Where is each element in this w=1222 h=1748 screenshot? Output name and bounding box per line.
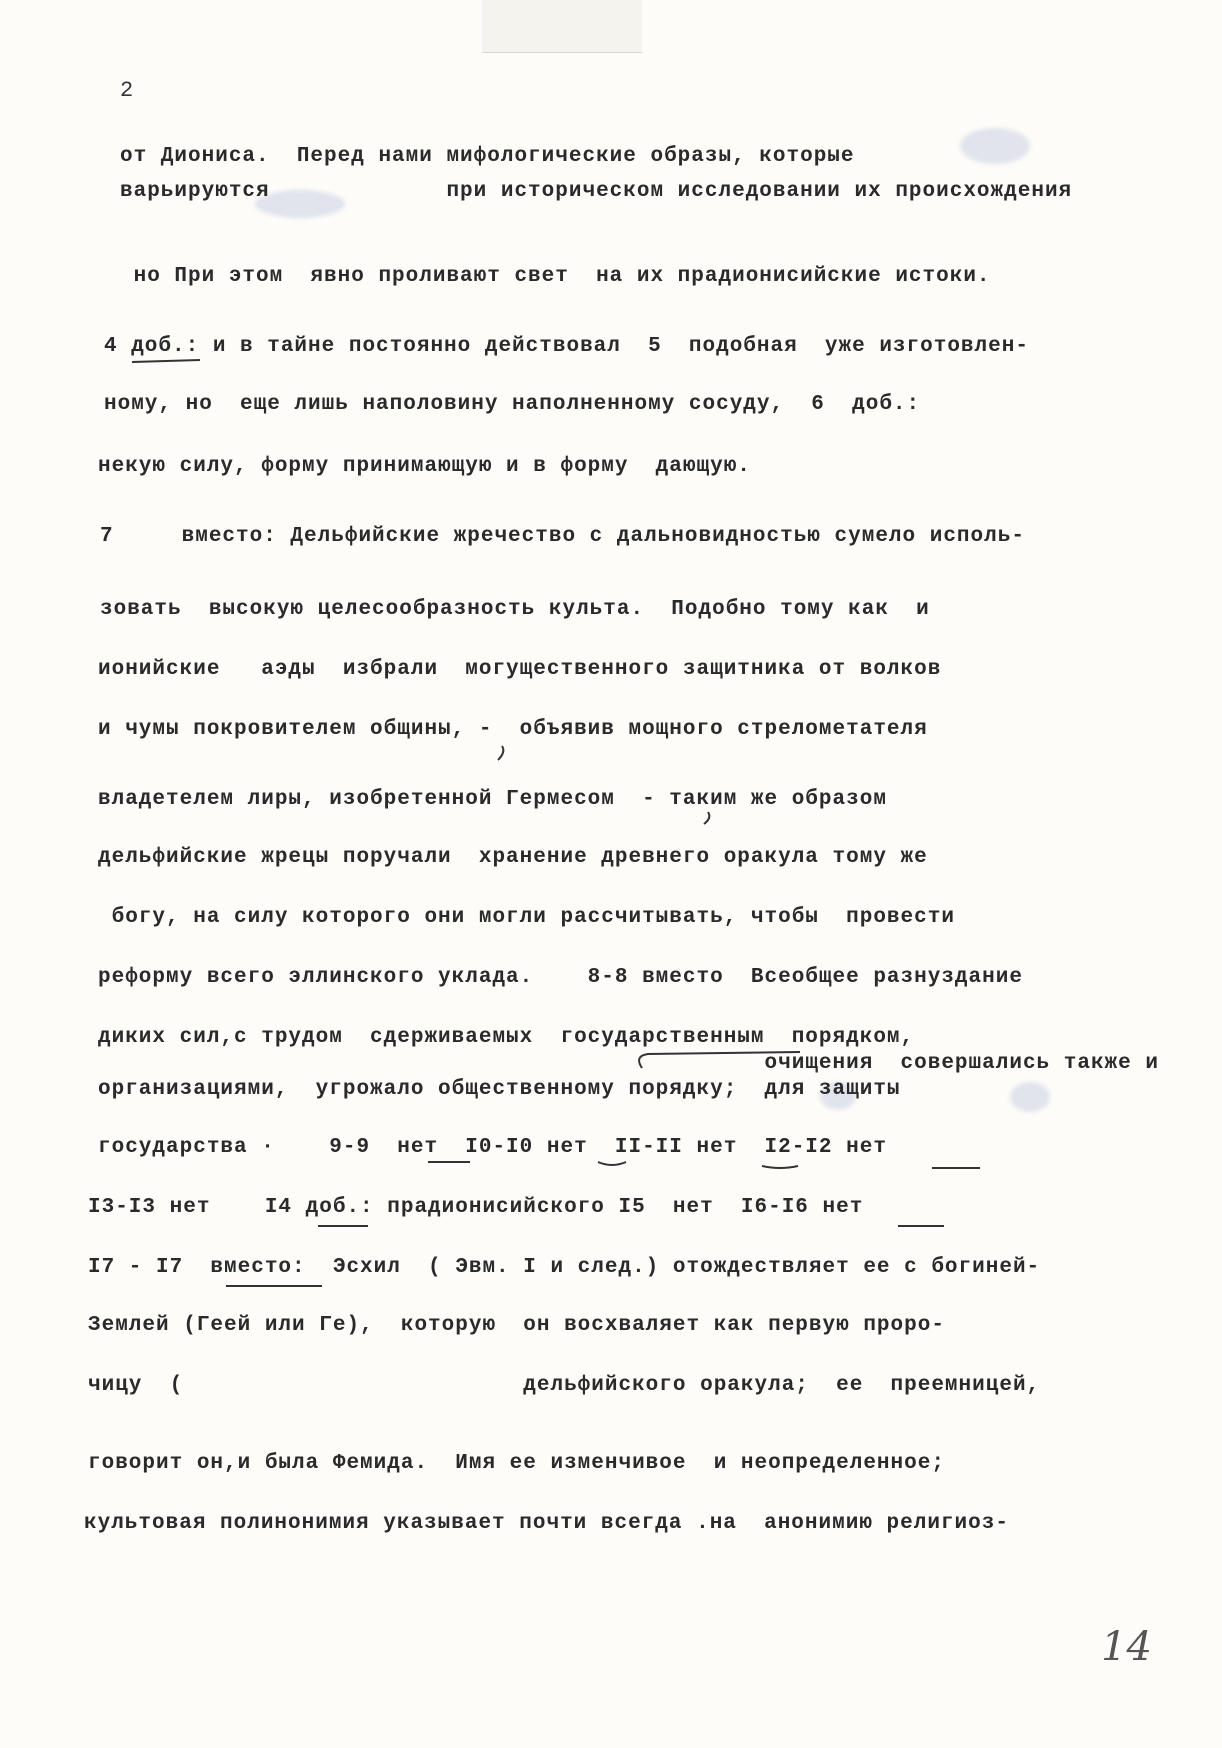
handwritten-page-number: 14 [1101, 1624, 1152, 1670]
text-line: зовать высокую целесообразность культа. Подобно тому как и [100, 598, 930, 621]
text-line: от Диониса. Перед нами мифологические образы, которые [120, 145, 855, 168]
text-line-interlinear: очищения совершались также и [98, 1052, 1159, 1075]
text-line: владетелем лиры, изобретенной Гермесом - таким же образом [98, 788, 887, 811]
text-line: богу, на силу которого они могли рассчитывать, чтобы провести [98, 906, 955, 929]
text-line: ному, но еще лишь наполовину наполненному сосуду, 6 доб.: [104, 393, 921, 416]
text-line: 4 доб.: и в тайне постоянно действовал 5 подобная уже изготовлен- [104, 335, 1029, 358]
text-line: Землей (Геей или Ге), которую он восхваляет как первую проро- [88, 1314, 945, 1337]
text-line: реформу всего эллинского уклада. 8-8 вместо Всеобщее разнуздание [98, 966, 1023, 989]
text-line: организациями, угрожало общественному порядку; для защиты [98, 1078, 901, 1101]
text-line: дельфийские жрецы поручали хранение древнего оракула тому же [98, 846, 928, 869]
text-line: и чумы покровителем общины, - объявив мощного стрелометателя [98, 718, 928, 741]
text-line: варьируются при историческом исследовании их происхождения [120, 180, 1073, 203]
text-line: говорит он,и была Фемида. Имя ее изменчивое и неопределенное; [88, 1452, 945, 1475]
text-line: но При этом явно проливают свет на их прадионисийские истоки. [120, 265, 991, 288]
text-line: чицу ( дельфийского оракула; ее преемницей, [88, 1374, 1041, 1397]
text-line: государства · 9-9 нет I0-I0 нет II-II нет I2-I2 нет [98, 1136, 887, 1159]
text-line: 7 вместо: Дельфийские жречество с дальновидностью сумело исполь- [100, 525, 1025, 548]
text-line: некую силу, форму принимающую и в форму дающую. [98, 455, 751, 478]
text-line: I7 - I7 вместо: Эсхил ( Эвм. I и след.) отождествляет ее с богиней- [88, 1256, 1041, 1279]
text-line: I3-I3 нет I4 доб.: прадионисийского I5 нет I6-I6 нет [88, 1196, 864, 1219]
text-line: диких сил,с трудом сдерживаемых государственным порядком, [98, 1026, 915, 1049]
text-line: культовая полинонимия указывает почти всегда .на анонимию религиоз- [84, 1512, 1009, 1535]
page-number: 2 [120, 78, 134, 103]
text-line: ионийские аэды избрали могущественного защитника от волков [98, 658, 942, 681]
